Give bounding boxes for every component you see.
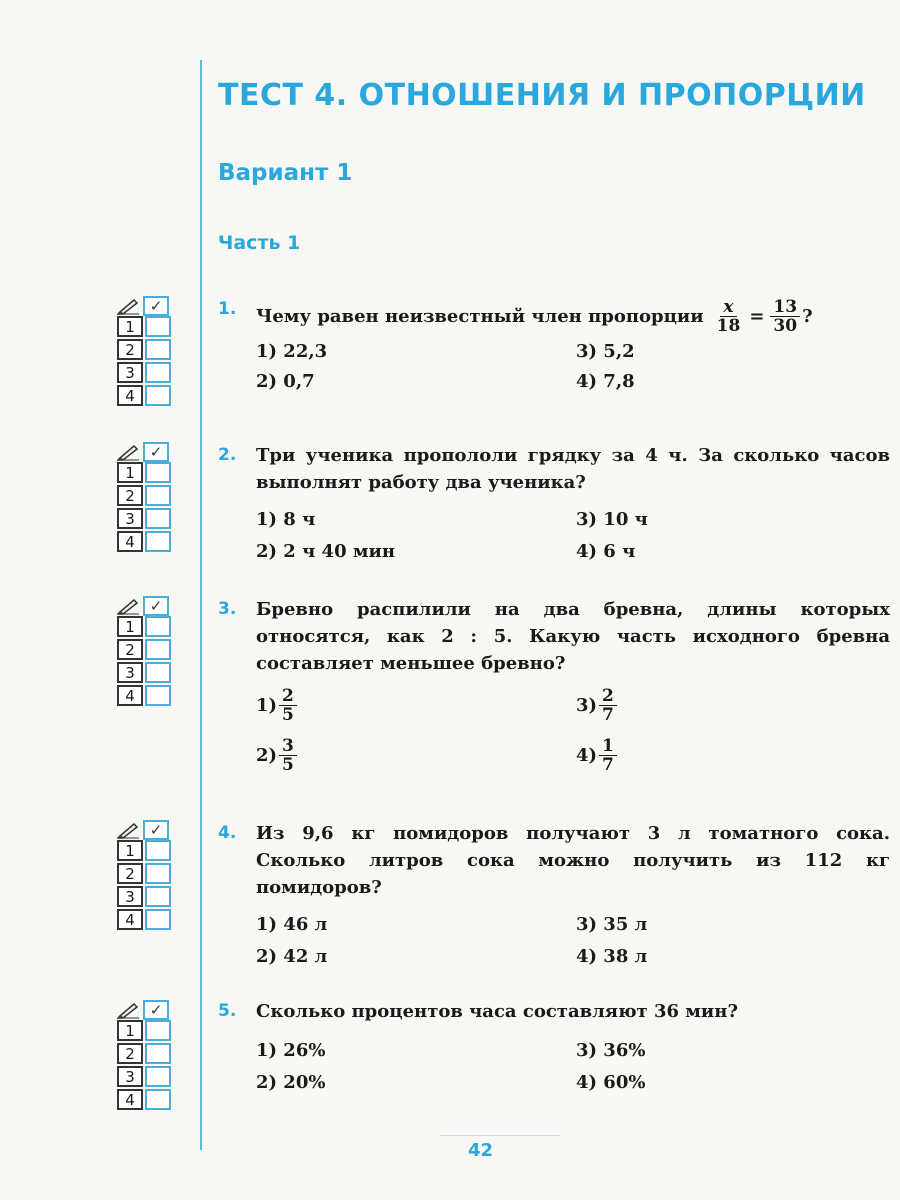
answer-option-number: 3 [117, 1066, 143, 1087]
check-icon: ✓ [143, 296, 169, 316]
fraction-denominator: 30 [773, 315, 798, 336]
question-2 [218, 442, 890, 568]
page-number: 42 [468, 1140, 494, 1161]
answer-option: 1) 22,3 [256, 341, 328, 362]
question-number: 2. [218, 445, 237, 465]
answer-checkbox[interactable] [145, 909, 171, 930]
answer-checkbox[interactable] [145, 840, 171, 861]
answer-checkbox[interactable] [145, 662, 171, 683]
answer-checkbox[interactable] [145, 1066, 171, 1087]
answer-box-q2 [115, 442, 175, 554]
answer-box-q5 [115, 1000, 175, 1112]
answer-box-q3 [115, 596, 175, 708]
answer-option: 4) 60% [576, 1072, 646, 1093]
answer-option-number: 2 [117, 639, 143, 660]
answer-option [256, 737, 299, 774]
question-number: 4. [218, 823, 237, 843]
part-heading: Часть 1 [218, 232, 301, 254]
answer-option: 1) 26% [256, 1040, 326, 1061]
answer-option-number: 1 [117, 840, 143, 861]
question-text: Чему равен неизвестный член пропорции [256, 305, 704, 327]
answer-option-number: 1 [117, 316, 143, 337]
answer-option: 3) 10 ч [576, 509, 648, 530]
answer-option: 4) 38 л [576, 946, 648, 967]
answer-option [576, 737, 619, 774]
fraction-numerator: 2 [279, 687, 297, 706]
proportion [712, 298, 813, 335]
question-text: Сколько процентов часа составляют 36 мин? [256, 1001, 739, 1022]
fraction-numerator: 13 [770, 298, 800, 317]
pen-icon [115, 820, 143, 840]
answer-option: 3) 5,2 [576, 341, 635, 362]
option-label: 2) [256, 745, 278, 766]
answer-checkbox[interactable] [145, 339, 171, 360]
fraction-numerator: 2 [599, 687, 617, 706]
fraction-denominator: 18 [716, 315, 741, 336]
answer-checkbox[interactable] [145, 616, 171, 637]
answer-checkbox[interactable] [145, 1043, 171, 1064]
answer-box-q4 [115, 820, 175, 932]
answer-option: 4) 6 ч [576, 541, 636, 562]
pen-icon [115, 596, 143, 616]
question-number: 5. [218, 1001, 237, 1021]
answer-checkbox[interactable] [145, 462, 171, 483]
answer-option: 1) 8 ч [256, 509, 316, 530]
question-number: 1. [218, 299, 237, 319]
check-icon: ✓ [143, 820, 169, 840]
answer-option [256, 687, 299, 724]
answer-option-number: 4 [117, 909, 143, 930]
question-mark: ? [802, 305, 813, 327]
pen-icon [115, 296, 143, 316]
option-label: 1) [256, 695, 278, 716]
question-number: 3. [218, 599, 237, 619]
answer-option-number: 3 [117, 886, 143, 907]
variant-heading: Вариант 1 [218, 160, 353, 186]
answer-option: 3) 35 л [576, 914, 648, 935]
pen-icon [115, 442, 143, 462]
answer-checkbox[interactable] [145, 639, 171, 660]
question-text: Из 9,6 кг помидоров получают 3 л томатного сока. Сколько литров сока можно получить из 112 кг помидоров? [256, 823, 890, 898]
answer-option-number: 3 [117, 508, 143, 529]
check-icon: ✓ [143, 596, 169, 616]
question-5 [218, 998, 890, 1099]
question-text: Бревно распилили на два бревна, длины которых относятся, как 2 : 5. Какую часть исходного бревна составляет меньшее бревно? [256, 599, 890, 674]
answer-checkbox[interactable] [145, 886, 171, 907]
equals-sign: = [749, 305, 765, 327]
question-4 [218, 820, 890, 973]
answer-option [576, 687, 619, 724]
answer-checkbox[interactable] [145, 362, 171, 383]
answer-checkbox[interactable] [145, 863, 171, 884]
pen-icon [115, 1000, 143, 1020]
answer-option: 2) 0,7 [256, 371, 315, 392]
footer-divider [440, 1135, 560, 1136]
answer-option-number: 4 [117, 531, 143, 552]
fraction-denominator: 5 [282, 755, 294, 775]
answer-option: 2) 2 ч 40 мин [256, 541, 396, 562]
answer-option-number: 1 [117, 616, 143, 637]
fraction-denominator: 7 [602, 705, 614, 725]
answer-option: 1) 46 л [256, 914, 328, 935]
answer-option-number: 4 [117, 685, 143, 706]
margin-line [200, 60, 202, 1150]
fraction-numerator: 3 [279, 737, 297, 756]
answer-checkbox[interactable] [145, 1089, 171, 1110]
fraction-denominator: 5 [282, 705, 294, 725]
answer-checkbox[interactable] [145, 385, 171, 406]
check-icon: ✓ [143, 442, 169, 462]
test-title: ТЕСТ 4. ОТНОШЕНИЯ И ПРОПОРЦИИ [218, 78, 866, 113]
answer-checkbox[interactable] [145, 685, 171, 706]
question-1 [218, 296, 890, 416]
check-icon: ✓ [143, 1000, 169, 1020]
answer-option-number: 2 [117, 339, 143, 360]
answer-checkbox[interactable] [145, 485, 171, 506]
answer-option-number: 3 [117, 362, 143, 383]
answer-option-number: 4 [117, 385, 143, 406]
answer-option-number: 1 [117, 462, 143, 483]
option-label: 3) [576, 695, 598, 716]
question-text: Три ученика пропололи грядку за 4 ч. За сколько часов выполнят работу два ученика? [256, 445, 890, 493]
fraction-denominator: 7 [602, 755, 614, 775]
answer-option-number: 4 [117, 1089, 143, 1110]
answer-option: 3) 36% [576, 1040, 646, 1061]
answer-checkbox[interactable] [145, 316, 171, 337]
answer-box-q1 [115, 296, 175, 408]
answer-option: 2) 20% [256, 1072, 326, 1093]
answer-option-number: 3 [117, 662, 143, 683]
option-label: 4) [576, 745, 598, 766]
fraction-numerator: x [720, 298, 736, 317]
answer-option: 2) 42 л [256, 946, 328, 967]
answer-checkbox[interactable] [145, 508, 171, 529]
answer-option-number: 2 [117, 485, 143, 506]
answer-checkbox[interactable] [145, 531, 171, 552]
question-3 [218, 596, 890, 797]
answer-option-number: 1 [117, 1020, 143, 1041]
answer-option-number: 2 [117, 1043, 143, 1064]
answer-checkbox[interactable] [145, 1020, 171, 1041]
fraction-numerator: 1 [599, 737, 617, 756]
answer-option: 4) 7,8 [576, 371, 635, 392]
answer-option-number: 2 [117, 863, 143, 884]
